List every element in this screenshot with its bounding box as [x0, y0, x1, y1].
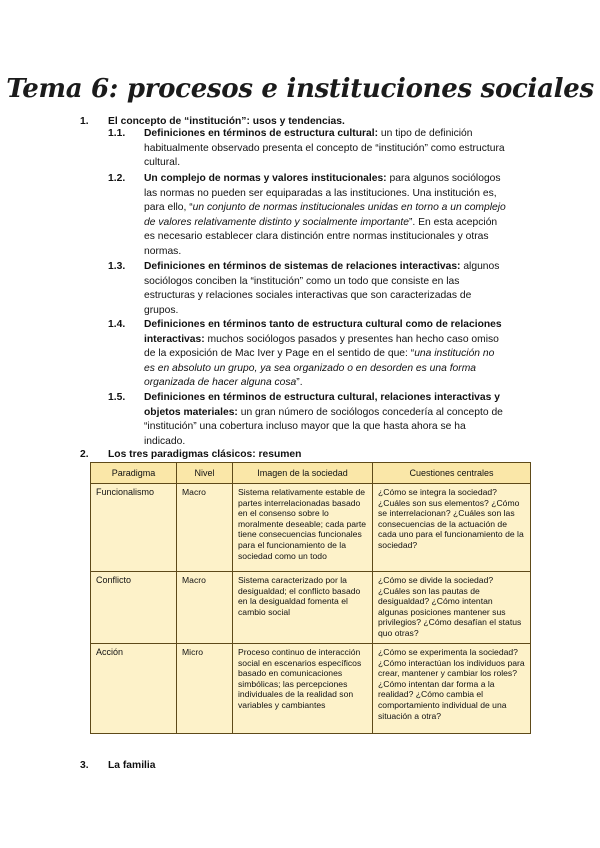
subsection-number: 1.4. [108, 319, 126, 330]
subsection-number: 1.3. [108, 261, 126, 272]
level-cell: Macro [177, 484, 233, 572]
central-questions-cell: ¿Cómo se integra la sociedad? ¿Cuáles son sus elementos? ¿Cómo se interrelacionan? ¿Cuáles son las consecuencias de la actuación de cada uno para el funcionamiento de la sociedad? [373, 484, 531, 572]
subsection-text: muchos sociólogos pasados y presentes han hecho caso omiso de la exposición de Mac Iver y Page en el sentido de que: “ [144, 333, 499, 360]
level-cell: Micro [177, 644, 233, 734]
section-number: 1. [80, 116, 89, 127]
table-header-row [91, 463, 531, 484]
subsection-1-1 [108, 127, 508, 171]
column-header: Cuestiones centrales [373, 463, 531, 484]
page-title: Tema 6: procesos e instituciones sociales [6, 74, 594, 104]
subsection-text: para algunos sociólogos las normas no pueden ser equiparadas a las instituciones. Una institución es, para ello, “ [144, 173, 501, 214]
subsection-heading: Definiciones en términos de estructura cultural, relaciones interactivas y objetos materiales: [144, 392, 500, 418]
society-image-cell: Sistema relativamente estable de partes interrelacionadas basado en el consenso sobre lo moralmente deseable; cada parte tiene consecuencias funcionales para el funcionamiento de la sociedad como un todo [233, 484, 373, 572]
section-1-heading [80, 116, 345, 127]
subsection-text: algunos sociólogos conciben la “institución” como un todo que consiste en las estructuras y relaciones sociales interactivas que son caracterizadas de grupos. [144, 261, 500, 316]
section-2-heading [80, 449, 301, 460]
paradigm-cell: Acción [91, 644, 177, 734]
section-title: La familia [108, 760, 156, 771]
section-title: El concepto de “institución”: usos y tendencias. [108, 116, 345, 127]
subsection-heading: Definiciones en términos de sistemas de relaciones interactivas: [144, 261, 461, 272]
society-image-cell: Sistema caracterizado por la desigualdad; el conflicto basado en la desigualdad fomenta el cambio social [233, 572, 373, 644]
subsection-1-2 [108, 172, 508, 260]
paradigm-cell: Funcionalismo [91, 484, 177, 572]
subsection-number: 1.2. [108, 173, 126, 184]
central-questions-cell: ¿Cómo se divide la sociedad? ¿Cuáles son las pautas de desigualdad? ¿Cómo intentan algunas posiciones mantener sus privilegios? ¿Cómo desafían el status quo otras? [373, 572, 531, 644]
column-header: Imagen de la sociedad [233, 463, 373, 484]
table-row [91, 644, 531, 734]
subsection-text: un tipo de definición habitualmente observado presenta el concepto de “institución” como estructura cultural. [144, 128, 505, 169]
table-row [91, 484, 531, 572]
subsection-1-4 [108, 318, 508, 391]
subsection-text: un gran número de sociólogos concedería al concepto de “institución” una cobertura incluso mayor que la que hasta ahora se ha indicado. [144, 406, 503, 447]
table-row [91, 572, 531, 644]
society-image-cell: Proceso continuo de interacción social en escenarios específicos basado en comunicaciones simbólicas; las percepciones individuales de la realidad son variables y cambiantes [233, 644, 373, 734]
section-title: Los tres paradigmas clásicos: resumen [108, 449, 302, 460]
column-header: Paradigma [91, 463, 177, 484]
level-cell: Macro [177, 572, 233, 644]
subsection-heading: Un complejo de normas y valores institucionales: [144, 173, 387, 184]
subsection-heading: Definiciones en términos tanto de estructura cultural como de relaciones interactivas: [144, 319, 502, 345]
subsection-text-end: ”. En esta acepción es necesario establecer clara distinción entre normas institucionales y otras normas. [144, 216, 498, 257]
section-3-heading [80, 760, 156, 771]
subsection-1-5 [108, 391, 508, 449]
column-header: Nivel [177, 463, 233, 484]
subsection-1-3 [108, 260, 508, 318]
section-number: 3. [80, 760, 89, 771]
subsection-text-end: ”. [296, 377, 303, 389]
subsection-quote: un conjunto de normas institucionales unidas en torno a un complejo de valores relativamente distinto y socialmente importante [144, 202, 506, 228]
subsection-quote: una institución no es en absoluto un grupo, ya sea organizado o en desorden es una forma organizada de hacer alguna cosa [144, 348, 495, 389]
central-questions-cell: ¿Cómo se experimenta la sociedad? ¿Cómo interactúan los individuos para crear, mantener y cambiar los roles? ¿Cómo intentan dar forma a la realidad? ¿Cómo cambia el comportamiento individual de una situación a otra? [373, 644, 531, 734]
section-number: 2. [80, 449, 89, 460]
subsection-heading: Definiciones en términos de estructura cultural: [144, 128, 379, 139]
subsection-number: 1.5. [108, 392, 126, 403]
paradigms-table [90, 462, 531, 734]
subsection-number: 1.1. [108, 128, 126, 139]
paradigm-cell: Conflicto [91, 572, 177, 644]
